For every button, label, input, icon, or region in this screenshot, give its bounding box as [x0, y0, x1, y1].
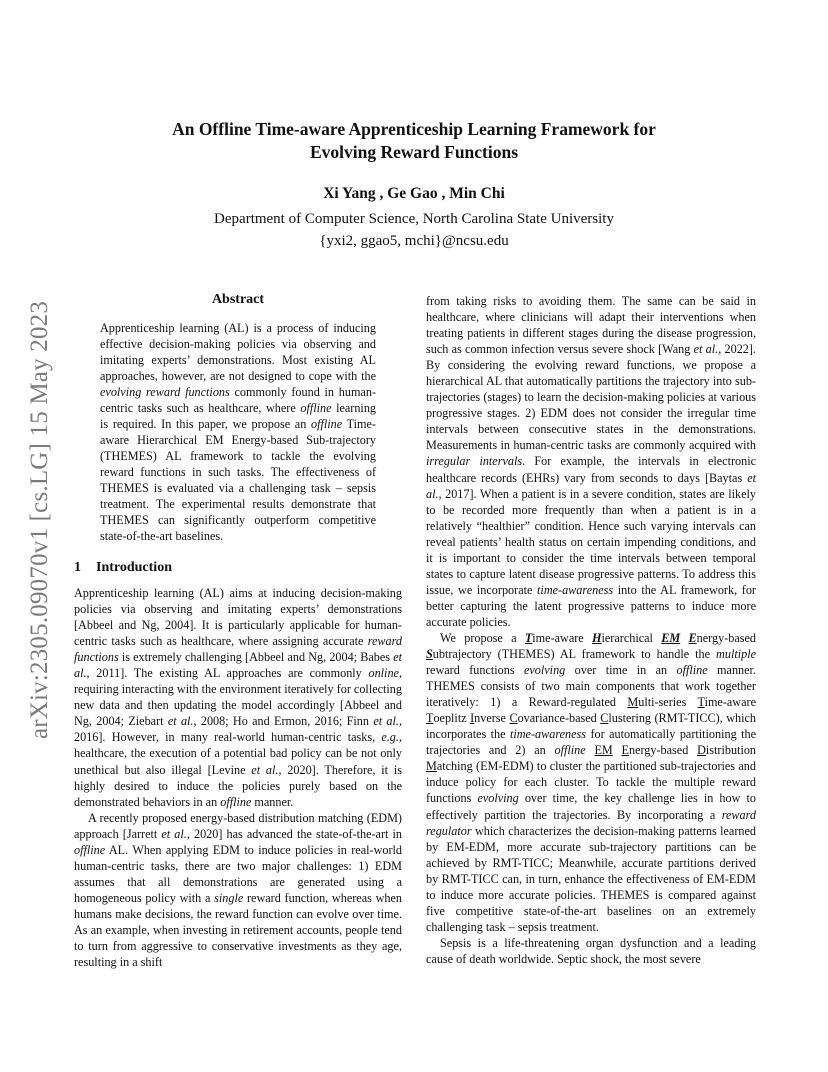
text: . For example, the intervals in electronic healthcare records (EHRs) vary from seconds to days [Baytas [426, 454, 756, 485]
text: for automatically partitioning the trajectories and 2) an [426, 727, 756, 758]
acronym-letter: E [621, 743, 629, 758]
title-line-2: Evolving Reward Functions [309, 142, 519, 162]
arxiv-id-text: arXiv:2305.09070v1 [cs.LG] 15 May 2023 [26, 300, 53, 740]
emphasis: et al. [693, 342, 719, 357]
text: , healthcare, the execution of a potential bad policy can be not only unethical but also illegal [Levine [74, 730, 402, 777]
text: ulti-series [638, 695, 698, 710]
text: ime-aware [704, 695, 756, 710]
text: , requiring interacting with the environment iteratively for collecting new data and then updating the model accordingly [Abbeel and Ng, 2004; Ziebart [74, 666, 402, 729]
acronym-letter: C [600, 711, 609, 726]
acronym-letter: C [509, 711, 518, 726]
section-number: 1 [74, 560, 81, 575]
acronym-letter: EM [594, 743, 613, 758]
left-column-body [74, 585, 402, 970]
emphasis: multiple [716, 647, 756, 662]
emphasis: irregular intervals [426, 454, 523, 469]
text: over time in an [565, 663, 677, 678]
paragraph-3 [426, 630, 756, 935]
affiliation-block [100, 208, 728, 252]
text: reward function, whereas when humans make decisions, the reward function can evolve over time. As an example, when investing in retirement accounts, people tend to turn from aggressive to conservative investments as they age, resulting in a shift [74, 890, 402, 970]
right-column-body [426, 293, 756, 967]
text: A recently proposed energy-based distribution matching (EDM) approach [Jarrett [74, 810, 402, 841]
arxiv-side-label [20, 280, 60, 760]
text: Apprenticeship learning (AL) is a process of inducing effective decision-making policies via observing and imitating experts’ demonstrations. Most existing AL approaches, however, are not designed to cope with the [100, 321, 376, 383]
emphasis: offline [300, 401, 332, 415]
acronym-letter: E [688, 630, 697, 645]
emphasis: reward functions [74, 634, 402, 665]
acronym-letter: T [426, 711, 434, 726]
text: Time-aware Hierarchical EM Energy-based Sub-trajectory (THEMES) AL framework to tackle the evolving reward functions in such tasks. The effectiveness of THEMES is evaluated via a challenging task – sepsis treatment. The experimental results demonstrate that THEMES can significantly outperform competitive state-of-the-art baselines. [100, 417, 376, 543]
abstract-heading: Abstract [211, 292, 265, 307]
emphasis: time-awareness [537, 582, 614, 597]
text: ubtrajectory (THEMES) AL framework to handle the [432, 647, 717, 662]
acronym-letter: H [592, 630, 602, 645]
text: manner. THEMES consists of two main components that work together iteratively: 1) a Reward-regulated [426, 663, 756, 710]
text: istribution [705, 743, 757, 758]
emphasis: single [214, 890, 244, 905]
text: commonly found in human-centric tasks such as healthcare, where [100, 385, 376, 415]
acronym-letter: D [697, 743, 706, 758]
text: nergy-based [696, 630, 756, 645]
section-title: Introduction [96, 560, 172, 575]
text: ovariance-based [517, 711, 601, 726]
emphasis: evolving [523, 663, 566, 678]
emphasis: reward regulator [426, 807, 756, 838]
paper-title [100, 118, 728, 164]
text: , 2022]. By considering the evolving reward functions, we propose a hierarchical AL that automatically partitions the trajectory into sub-trajectories (stages) to learn the decision-making policies at various progressive stages. 2) EDM does not consider the irregular time intervals between consecutive states in the demonstrations. Measurements in human-centric tasks are commonly acquired with [426, 342, 756, 453]
text: , 2008; Ho and Ermon, 2016; Finn [193, 714, 374, 729]
text [680, 631, 688, 645]
text: learning is required. In this paper, we propose an [100, 401, 377, 431]
emphasis: offline [554, 743, 586, 758]
emphasis: et al. [161, 826, 187, 841]
emphasis: et al. [74, 650, 402, 681]
text: from taking risks to avoiding them. The same can be said in healthcare, where clinicians will adapt their interventions when treating patients in different stages during the disease progression, such as common infection versus severe shock [Wang [426, 294, 756, 357]
acronym-letter: M [627, 695, 639, 710]
text: into the AL framework, for better capturing the latent progressive patterns to induce more accurate policies. [426, 582, 756, 629]
text: , 2011]. The existing AL approaches are commonly [86, 666, 369, 681]
text: nergy-based [628, 743, 698, 758]
acronym-letter: I [470, 711, 475, 726]
emphasis: offline [676, 663, 708, 678]
text: ierarchical [601, 630, 662, 645]
authors: Xi Yang , Ge Gao , Min Chi [323, 185, 505, 202]
text: is extremely challenging [Abbeel and Ng, 2004; Babes [118, 650, 394, 665]
emphasis: offline [311, 417, 343, 431]
emphasis: et al. [167, 714, 194, 729]
text: , 2017]. When a patient is in a severe condition, states are likely to be recorded more frequently than when a patient is in a relatively “healthier” condition. Hence such varying intervals can reveal patients’ health status on certain impending conditions, and it is important to consider the time intervals between temporal states to capture latent disease progressive patterns. To address this issue, we incorporate [426, 486, 756, 597]
text: manner. [251, 794, 294, 809]
text: over time, the key challenge lies in how to effectively partition the trajectories. By incorporating a [426, 791, 756, 822]
emphasis: time-awareness [509, 727, 587, 742]
paragraph-1 [74, 585, 402, 810]
text: atching (EM-EDM) to cluster the partitioned sub-trajectories and induce policy for each cluster. To tackle the multiple reward functions [426, 759, 756, 806]
paragraph-2 [74, 810, 402, 970]
emphasis: et al. [251, 762, 279, 777]
section-heading-introduction [74, 560, 172, 576]
text: AL. When applying EDM to induce policies in real-world human-centric tasks, there are two major challenges: 1) EDM assumes that all demonstrations are generated using a homogeneous policy with a [74, 842, 402, 905]
emphasis: offline [220, 794, 252, 809]
emails: {yxi2, ggao5, mchi}@ncsu.edu [319, 233, 509, 249]
text: nverse [474, 711, 510, 726]
text: ime-aware [532, 630, 593, 645]
text: which characterizes the decision-making patterns learned by EM-EDM, more accurate sub-trajectory partitions can be achieved by RMT-TICC; Meanwhile, accurate partitions derived by RMT-TICC can, in turn, enhance the effectiveness of EM-EDM to induce more accurate policies. THEMES is compared against five competitive state-of-the-art baselines on an extremely challenging task – sepsis treatment. [426, 823, 756, 934]
emphasis: et al. [426, 470, 756, 501]
text: We propose a [440, 630, 525, 645]
text: Apprenticeship learning (AL) aims at inducing decision-making policies via observing and imitating experts’ demonstrations [Abbeel and Ng, 2004]. It is particularly applicable for human-centric tasks such as healthcare, where assigning accurate [74, 586, 402, 649]
title-line-1: An Offline Time-aware Apprenticeship Learning Framework for [172, 119, 656, 139]
text: reward functions [426, 663, 524, 678]
emphasis: evolving [477, 791, 519, 806]
text: , 2020]. Therefore, it is highly desired to induce the policies purely based on the demonstrated behaviors in an [74, 762, 402, 809]
emphasis: offline [74, 842, 106, 857]
acronym-letter: S [426, 647, 433, 662]
text: lustering (RMT-TICC), which incorporates the [426, 711, 756, 742]
text: , 2016]. However, in many real-world human-centric tasks, [74, 714, 402, 745]
paragraph-2-continued [426, 293, 756, 630]
emphasis: et al. [373, 714, 399, 729]
emphasis: evolving reward functions [100, 385, 230, 399]
text: oeplitz [433, 711, 471, 726]
affiliation: Department of Computer Science, North Carolina State University [214, 211, 614, 227]
emphasis: e.g. [381, 730, 399, 745]
acronym-letter: M [426, 759, 437, 774]
acronym-letter: T [524, 630, 533, 645]
abstract-body [100, 320, 376, 544]
acronym-letter: EM [661, 630, 681, 645]
text: , 2020] has advanced the state-of-the-art in [186, 826, 402, 841]
acronym-letter: T [697, 695, 705, 710]
text [613, 743, 622, 757]
emphasis: online [368, 666, 399, 681]
paragraph-4: Sepsis is a life-threatening organ dysfunction and a leading cause of death worldwide. Septic shock, the most severe [426, 935, 756, 966]
